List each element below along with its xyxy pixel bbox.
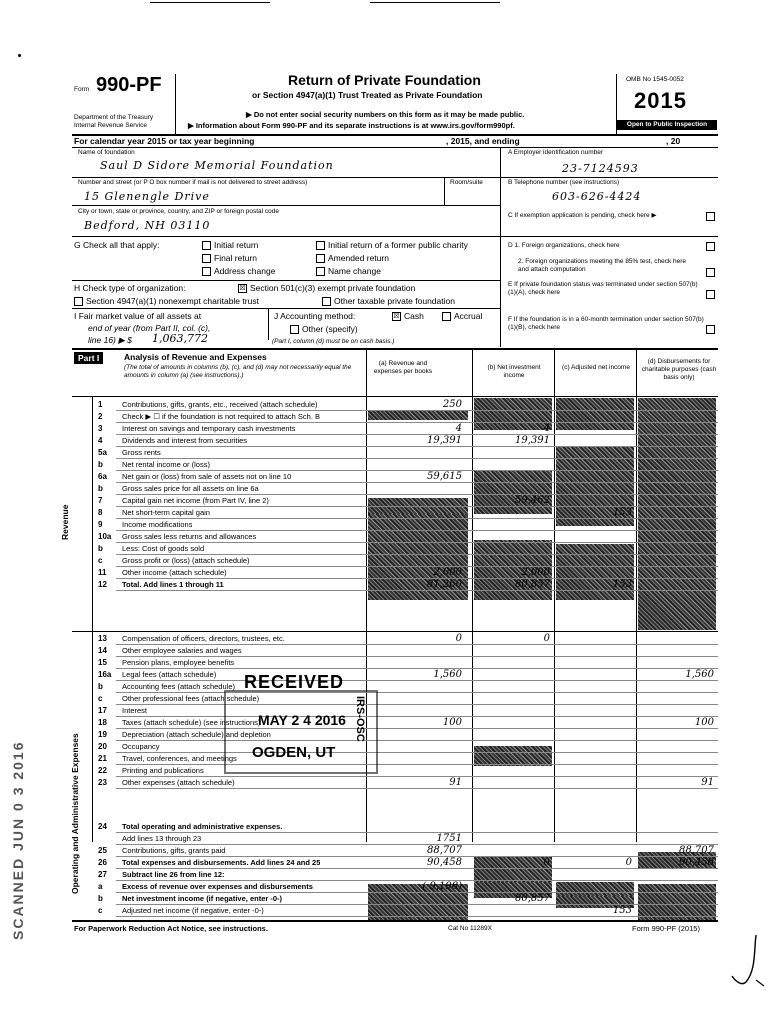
d2-label: 2. Foreign organizations meeting the 85% test, check here and attach computation [518,258,687,273]
row-divider [116,680,718,681]
line-label: Interest [122,706,148,715]
g-name-change[interactable]: Name change [316,266,381,276]
notice-ssn: ▶ Do not enter social security numbers on this form as it may be made public. [246,110,525,119]
line-col-a-value: 2,000 [433,567,462,578]
address-label: Number and street (or P O box number if mail is not delivered to street address) [78,179,308,186]
line-label: Net investment income (if negative, enter -0-) [122,894,283,903]
line-number: b [98,894,103,903]
part1-note: (The total of amounts in columns (b), (c), and (d) may not necessarily equal the amounts in column (a) (see instructions).) [124,364,352,379]
row-divider [116,542,718,543]
line-col-a-value: 90,458 [427,857,462,868]
line-col-a-value: 81,260 [427,579,462,590]
line-col-b-value: 80,857 [515,893,550,904]
form-subtitle: or Section 4947(a)(1) Trust Treated as Private Foundation [252,90,483,100]
line-label: Income modifications [122,520,193,529]
i-line-3: line 16) ▶ $ [88,335,132,345]
f-checkbox[interactable] [706,325,715,334]
line-label: Subtract line 26 from line 12: [122,870,225,879]
j-note: (Part I, column (d) must be on cash basis.) [272,338,395,345]
row-divider [116,482,718,483]
line-number: b [98,484,103,493]
line-label: Other professional fees (attach schedule) [122,694,260,703]
line-number: c [98,556,103,565]
line-label: Gross rents [122,448,161,457]
line-label: Gross profit or (loss) (attach schedule) [122,556,250,565]
line-label: Accounting fees (attach schedule) [122,682,235,691]
form-number: 990-PF [96,74,162,96]
line-label: Gross sales less returns and allowances [122,532,257,541]
c-exemption-label: C If exemption application is pending, check here ▶ [508,212,657,219]
i-line-1: I Fair market value of all assets at [74,311,202,321]
line-number: 18 [98,718,107,727]
line-label: Occupancy [122,742,160,751]
foundation-name: Saul D Sidore Memorial Foundation [100,159,334,172]
line-label: Total. Add lines 1 through 11 [122,580,224,589]
line-number: 21 [98,754,107,763]
end-year: , 20 [666,136,681,146]
ogden-stamp: OGDEN, UT [252,744,336,761]
line-number: 7 [98,496,103,505]
form-title: Return of Private Foundation [288,72,481,88]
line-number: 6a [98,472,107,481]
line-col-d-value: 100 [694,717,714,728]
row-divider [116,458,718,459]
line-col-a-value: 0 [455,633,462,644]
line-label: Net rental income or (loss) [122,460,210,469]
h-other-taxable[interactable]: Other taxable private foundation [322,296,455,306]
irs-stamp: IRS-OSC [354,696,366,742]
line-label: Net short-term capital gain [122,508,210,517]
line-label: Printing and publications [122,766,204,775]
scan-speck [18,54,21,57]
row-divider [116,554,718,555]
h-501c3[interactable]: ☒ Section 501(c)(3) exempt private foundation [239,283,416,293]
line-number: 22 [98,766,107,775]
line-col-a-value: 19,391 [427,435,462,446]
line-label: Depreciation (attach schedule) and depletion [122,730,271,739]
col-c-header: (c) Adjusted net income [562,364,630,371]
dept-line-2: Internal Revenue Service [74,122,147,129]
line-number: 5a [98,448,107,457]
row-divider [116,752,718,753]
line-label: Net gain or (loss) from sale of assets not on line 10 [122,472,292,481]
line-label: Capital gain net income (from Part IV, line 2) [122,496,269,505]
form-prefix: Form [74,86,90,93]
h-4947[interactable]: Section 4947(a)(1) nonexempt charitable trust [74,296,259,306]
line-label: Total expenses and disbursements. Add lines 24 and 25 [122,858,321,867]
row-divider [116,656,718,657]
row-divider [116,916,718,917]
line-col-d-value: 90,458 [679,857,714,868]
line-label: Gross sales price for all assets on line 6a [122,484,259,493]
line-number: 2 [98,412,103,421]
line-label: Add lines 13 through 23 [122,834,202,843]
line-number: 26 [98,858,107,867]
line-col-b-value: 0 [543,857,550,868]
col-b-header: (b) Net investment income [487,364,541,379]
col-d-header: (d) Disbursements for charitable purposes (cash basis only) [641,358,717,381]
line-label: Less: Cost of goods sold [122,544,205,553]
line-col-a-value: 100 [442,717,462,728]
line-col-c-value: 153 [612,579,632,590]
calendar-line: For calendar year 2015 or tax year beginning [74,136,255,146]
line-label: Pension plans, employee benefits [122,658,235,667]
notice-info: ▶ Information about Form 990-PF and its separate instructions is at www.irs.gov/form990pf. [188,121,515,130]
ein-value: 23-7124593 [562,162,639,175]
j-accrual[interactable]: Accrual [442,311,482,321]
row-divider [116,518,718,519]
g-final-return[interactable]: Final return [202,253,257,263]
line-number: c [98,694,103,703]
signature-mark-icon [726,930,766,990]
line-label: Travel, conferences, and meetings [122,754,237,763]
name-label: Name of foundation [78,149,135,156]
line-label: Other expenses (attach schedule) [122,778,235,787]
line-number: 9 [98,520,103,529]
line-label: Total operating and administrative expenses. [122,822,283,831]
line-number: 14 [98,646,107,655]
j-other[interactable]: Other (specify) [290,324,358,334]
line-number: 20 [98,742,107,751]
row-divider [116,788,718,789]
line-label: Excess of revenue over expenses and disbursements [122,882,313,891]
line-col-d-value: 91 [701,777,714,788]
line-label: Other income (attach schedule) [122,568,227,577]
row-divider [116,704,718,705]
line-col-a-value: 91 [449,777,462,788]
line-col-d-value: 1,560 [685,669,714,680]
line-label: Interest on savings and temporary cash investments [122,424,296,433]
line-number: a [98,882,103,891]
row-divider [116,740,718,741]
line-number: 16a [98,670,112,679]
g-label: G Check all that apply: [74,240,160,250]
date-stamp: MAY 2 4 2016 [258,712,346,728]
part1-title: Analysis of Revenue and Expenses [124,352,267,362]
line-col-a-value: 59,615 [427,471,462,482]
footer-paperwork: For Paperwork Reduction Act Notice, see instructions. [74,924,268,933]
line-label: Contributions, gifts, grants, etc., received (attach schedule) [122,400,318,409]
street-address: 15 Glenengle Drive [84,190,210,203]
line-col-c-value: 153 [612,905,632,916]
row-divider [116,868,718,869]
h-label: H Check type of organization: [74,283,186,293]
phone-label: B Telephone number (see instructions) [508,179,620,186]
line-number: 8 [98,508,103,517]
line-number: 4 [98,436,103,445]
line-number: 27 [98,870,107,879]
side-label-expenses: Operating and Administrative Expenses [70,733,80,894]
open-inspection-badge: Open to Public Inspection [617,120,717,130]
g-address-change[interactable]: Address change [202,266,275,276]
row-divider [116,764,718,765]
line-number: 1 [98,400,103,409]
d1-checkbox[interactable] [706,242,715,251]
line-col-a-value: 4 [455,423,462,434]
line-col-a-value: 250 [442,399,462,410]
line-label: Other employee salaries and wages [122,646,242,655]
f-label: F If the foundation is in a 60-month termination under section 507(b)(1)(B), check here [508,316,704,331]
line-number: 13 [98,634,107,643]
and-ending: , 2015, and ending [446,136,520,146]
line-col-c-value: 0 [625,857,632,868]
e-label: E If private foundation status was terminated under section 507(b)(1)(A), check here [508,281,698,296]
c-exemption-checkbox[interactable] [706,212,715,221]
city-label: City or town, state or province, country, and ZIP or foreign postal code [78,208,279,215]
line-number: b [98,460,103,469]
line-label: Compensation of officers, directors, trustees, etc. [122,634,285,643]
line-col-b-value: 80,857 [515,579,550,590]
scanned-stamp: SCANNED JUN 0 3 2016 [10,740,26,940]
side-label-revenue: Revenue [60,504,70,540]
scan-top-rule-2 [370,2,500,3]
row-divider [116,410,718,411]
j-cash[interactable]: ☒ Cash [393,311,424,321]
part1-tag: Part I [74,352,103,364]
phone-value: 603-626-4424 [552,190,642,203]
g-amended-return[interactable]: Amended return [316,253,389,263]
line-number: 11 [98,568,107,577]
row-divider [116,728,718,729]
line-number: 17 [98,706,107,715]
line-col-a-value: ( 9,198) [422,881,462,892]
d1-label: D 1. Foreign organizations, check here [508,242,620,249]
line-col-d-value: 88,707 [679,845,714,856]
stamp-frame [224,690,378,774]
scan-top-rule [150,2,270,3]
row-divider [116,692,718,693]
g-initial-return[interactable]: Initial return [202,240,258,250]
d2-checkbox[interactable] [706,268,715,277]
line-number: 15 [98,658,107,667]
line-col-a-value: 1,560 [433,669,462,680]
row-divider [116,530,718,531]
line-label: Adjusted net income (if negative, enter -0-) [122,906,264,915]
line-col-b-value: 19,391 [515,435,550,446]
line-number: 25 [98,846,107,855]
line-number: b [98,682,103,691]
col-a-header: (a) Revenue and expenses per books [373,360,433,375]
dept-line-1: Department of the Treasury [74,114,154,121]
line-label: Check ▶ ☐ if the foundation is not required to attach Sch. B [122,412,321,421]
line-col-b-value: 59,462 [515,495,550,506]
j-label: J Accounting method: [274,311,356,321]
ein-label: A Employer identification number [508,149,604,156]
omb-number: OMB No 1545-0052 [626,76,684,83]
room-label: Room/suite [450,179,483,186]
tax-year: 2015 [634,88,687,113]
received-stamp: RECEIVED [244,672,345,692]
line-number: 24 [98,822,107,831]
line-col-b-value: 0 [543,633,550,644]
footer-form-id: Form 990-PF (2015) [632,924,700,933]
line-col-b-value: 4 [543,423,550,434]
row-divider [116,892,718,893]
row-divider [116,644,718,645]
line-label: Legal fees (attach schedule) [122,670,217,679]
line-label: Taxes (attach schedule) (see instructions) [122,718,261,727]
line-number: b [98,544,103,553]
row-divider [116,494,718,495]
fmv-value: 1,063,772 [152,332,208,345]
g-initial-former-public[interactable]: Initial return of a former public charity [316,240,468,250]
line-col-a-value: 88,707 [427,845,462,856]
i-line-2: end of year (from Part II, col. (c), [88,323,211,333]
footer-cat-number: Cat No 11289X [448,925,492,932]
line-number: 12 [98,580,107,589]
line-number: 10a [98,532,112,541]
line-col-c-value: 153 [612,507,632,518]
row-divider [116,590,718,591]
line-label: Dividends and interest from securities [122,436,248,445]
city-value: Bedford, NH 03110 [84,219,211,232]
line-number: 3 [98,424,103,433]
e-checkbox[interactable] [706,290,715,299]
line-number: 19 [98,730,107,739]
line-number: 23 [98,778,107,787]
row-divider [116,446,718,447]
line-label: Contributions, gifts, grants paid [122,846,226,855]
line-col-b-value: 2,000 [521,567,550,578]
line-col-a-value: 1751 [436,833,462,844]
line-number: c [98,906,103,915]
